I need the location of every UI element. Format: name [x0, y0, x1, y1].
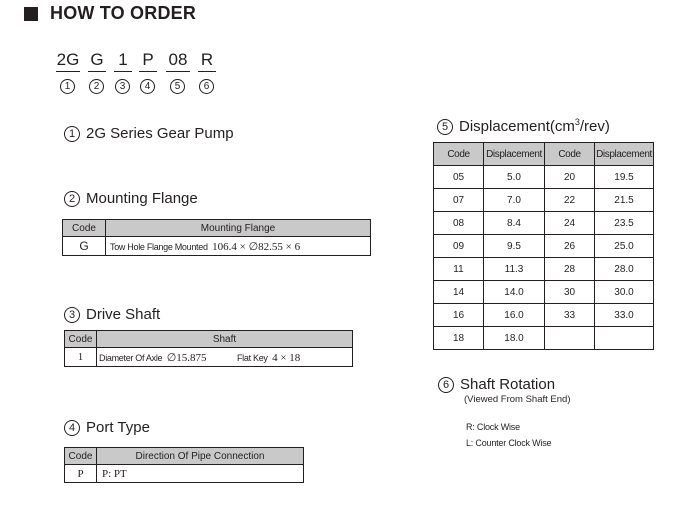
section-number: 3	[64, 307, 80, 323]
code-underline	[88, 71, 106, 72]
table-cell: 25.0	[595, 235, 654, 258]
table-cell: 20	[545, 166, 595, 189]
table-cell: 28	[545, 258, 595, 281]
displacement-title-sup: 3	[574, 117, 580, 127]
code-letter: 1	[118, 50, 128, 69]
port-title: Port Type	[86, 419, 150, 436]
table-cell: 18	[434, 327, 484, 350]
shaft-table	[64, 330, 353, 367]
table-row	[434, 258, 654, 281]
table-row	[434, 189, 654, 212]
table-row	[434, 166, 654, 189]
code-number: 4	[140, 79, 155, 94]
table-cell: 09	[434, 235, 484, 258]
column-header: Mounting Flange	[106, 220, 371, 237]
rotation-subtitle: (Viewed From Shaft End)	[464, 394, 571, 405]
table-cell: 21.5	[595, 189, 654, 212]
flange-table	[62, 219, 371, 256]
table-row	[65, 465, 304, 483]
column-header: Displacement	[595, 143, 654, 166]
displacement-title-pre: Displacement(cm	[459, 118, 575, 135]
code-number: 1	[60, 79, 75, 94]
table-cell: 11	[434, 258, 484, 281]
table-header-row	[434, 143, 654, 166]
port-table	[64, 447, 304, 483]
table-cell-desc: P: PT	[97, 465, 304, 483]
code-underline	[198, 71, 216, 72]
table-cell: 16	[434, 304, 484, 327]
table-cell: 22	[545, 189, 595, 212]
table-cell-desc	[106, 237, 371, 256]
flange-desc: Tow Hole Flange Mounted	[110, 242, 208, 252]
table-header-row	[63, 220, 371, 237]
code-part-flange	[88, 50, 106, 72]
table-cell: 18.0	[484, 327, 545, 350]
section-number: 2	[64, 191, 80, 207]
series-title: 2G Series Gear Pump	[86, 125, 234, 142]
shaft-heading	[64, 306, 160, 323]
table-cell-code: P	[65, 465, 97, 483]
rotation-option: L: Counter Clock Wise	[466, 438, 552, 448]
code-underline	[166, 71, 190, 72]
displacement-table	[433, 142, 654, 350]
table-cell: 24	[545, 212, 595, 235]
table-cell: 26	[545, 235, 595, 258]
code-part-rotation	[198, 50, 216, 72]
table-cell: 14	[434, 281, 484, 304]
code-part-port	[139, 50, 157, 72]
column-header: Shaft	[97, 331, 353, 348]
code-letter: R	[200, 50, 214, 69]
table-cell: 08	[434, 212, 484, 235]
table-header-row	[65, 331, 353, 348]
table-cell: 30	[545, 281, 595, 304]
code-letter: 08	[168, 50, 188, 69]
table-cell-code: G	[63, 237, 106, 256]
column-header: Code	[63, 220, 106, 237]
column-header: Direction Of Pipe Connection	[97, 448, 304, 465]
table-cell	[595, 327, 654, 350]
code-part-shaft	[114, 50, 132, 72]
table-cell: 05	[434, 166, 484, 189]
section-number: 4	[64, 420, 80, 436]
key-label: Flat Key	[236, 353, 268, 363]
series-heading	[64, 125, 234, 142]
table-row	[65, 348, 353, 367]
code-letter: 2G	[56, 50, 80, 69]
section-number: 1	[64, 126, 80, 142]
table-row	[63, 237, 371, 256]
section-number: 6	[438, 377, 454, 393]
table-row	[434, 212, 654, 235]
axle-label: Diameter Of Axle	[99, 353, 163, 363]
table-cell: 33	[545, 304, 595, 327]
table-cell: 5.0	[484, 166, 545, 189]
page-title: HOW TO ORDER	[50, 3, 197, 23]
table-row	[434, 281, 654, 304]
column-header: Code	[545, 143, 595, 166]
table-header-row	[65, 448, 304, 465]
table-cell-desc	[97, 348, 353, 367]
code-underline	[139, 71, 157, 72]
table-cell: 30.0	[595, 281, 654, 304]
code-number: 2	[89, 79, 104, 94]
flange-title: Mounting Flange	[86, 190, 198, 207]
column-header: Code	[434, 143, 484, 166]
code-number: 6	[199, 79, 214, 94]
rotation-option: R: Clock Wise	[466, 422, 520, 432]
table-row	[434, 327, 654, 350]
table-cell: 16.0	[484, 304, 545, 327]
axle-value: ∅15.875	[166, 352, 207, 364]
code-part-series	[56, 50, 80, 72]
table-cell: 23.5	[595, 212, 654, 235]
key-value: 4 × 18	[272, 352, 301, 364]
port-heading	[64, 419, 150, 436]
rotation-heading	[438, 376, 555, 393]
table-cell: 8.4	[484, 212, 545, 235]
code-underline	[56, 71, 80, 72]
section-number: 5	[437, 119, 453, 135]
table-cell: 19.5	[595, 166, 654, 189]
shaft-title: Drive Shaft	[86, 306, 161, 323]
table-row	[434, 304, 654, 327]
table-cell: 14.0	[484, 281, 545, 304]
table-cell: 33.0	[595, 304, 654, 327]
title-marker	[24, 7, 38, 21]
code-part-displacement	[166, 50, 190, 72]
table-cell: 28.0	[595, 258, 654, 281]
table-cell	[545, 327, 595, 350]
code-number: 3	[115, 79, 130, 94]
table-cell: 9.5	[484, 235, 545, 258]
table-row	[434, 235, 654, 258]
column-header: Code	[65, 448, 97, 465]
flange-heading	[64, 190, 198, 207]
table-cell: 11.3	[484, 258, 545, 281]
code-letter: P	[142, 50, 154, 69]
rotation-title: Shaft Rotation	[460, 376, 556, 393]
flange-dims: 106.4 × ∅82.55 × 6	[212, 241, 301, 253]
displacement-title-post: /rev)	[579, 118, 610, 135]
code-underline	[114, 71, 132, 72]
code-letter: G	[90, 50, 104, 69]
table-cell-code: 1	[65, 348, 97, 367]
table-cell: 07	[434, 189, 484, 212]
column-header: Code	[65, 331, 97, 348]
table-cell: 7.0	[484, 189, 545, 212]
code-number: 5	[170, 79, 185, 94]
displacement-heading	[437, 117, 610, 135]
column-header: Displacement	[484, 143, 545, 166]
